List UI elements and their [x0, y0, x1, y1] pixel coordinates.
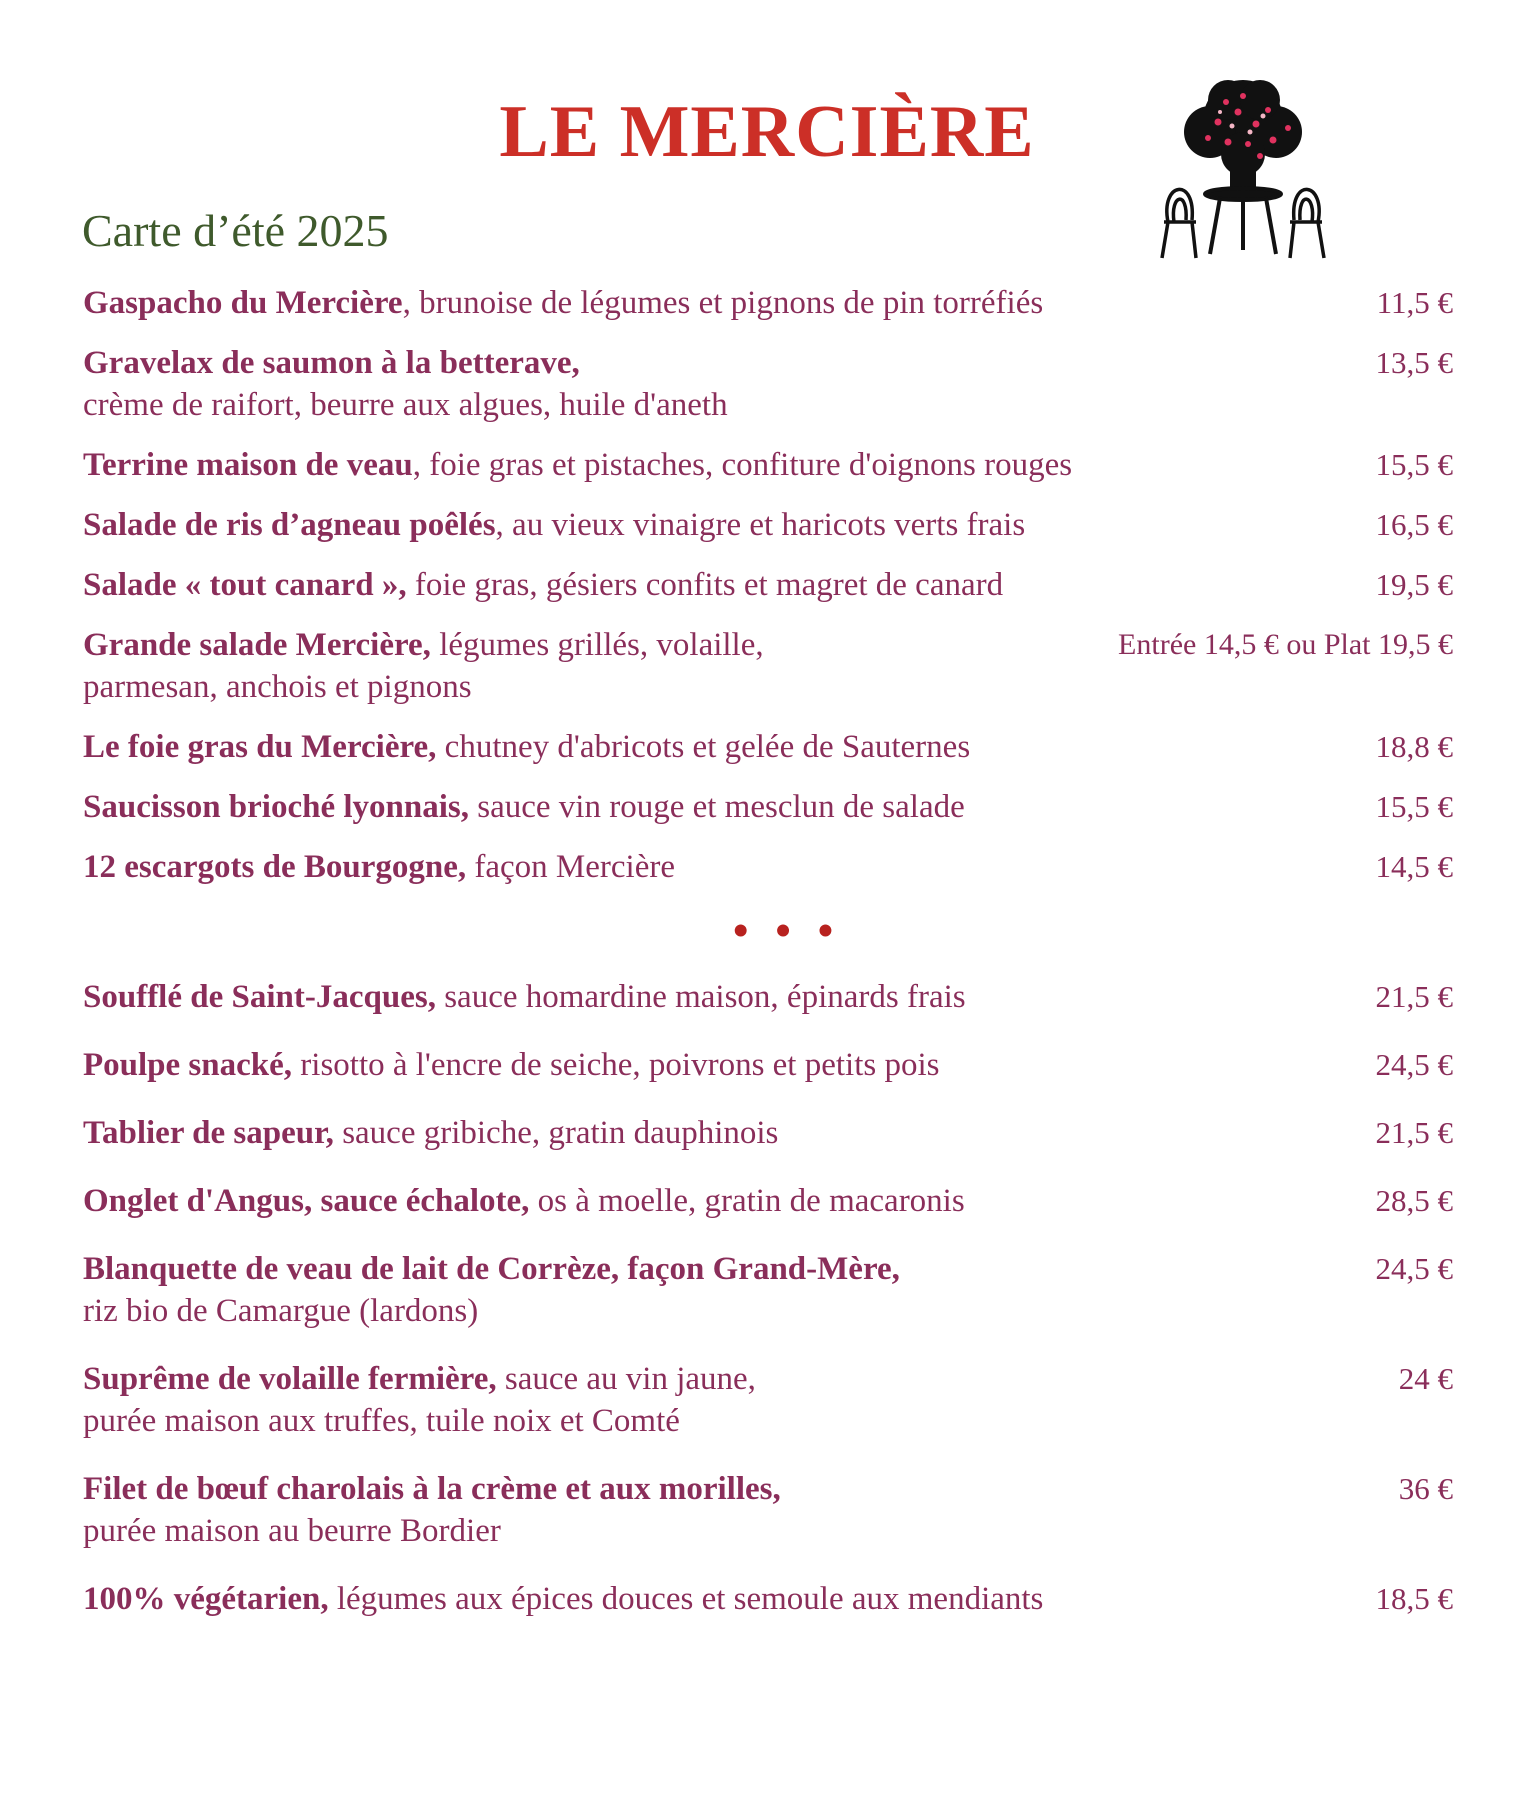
menu-item	[83, 564, 1453, 606]
menu-item	[83, 282, 1453, 324]
planter	[1230, 170, 1256, 188]
right-chair	[1290, 189, 1324, 258]
dish-description: , au vieux vinaigre et haricots verts frais	[495, 507, 1026, 543]
menu-subtitle: Carte d’été 2025	[82, 205, 389, 256]
dish-name: Le foie gras du Mercière,	[83, 729, 437, 765]
menu-list	[83, 282, 1453, 1646]
dish-description: sauce gribiche, gratin dauphinois	[333, 1115, 779, 1151]
dish-description: , brunoise de légumes et pignons de pin torréfiés	[402, 285, 1044, 321]
menu-item-line	[83, 564, 1223, 606]
dish-description: risotto à l'encre de seiche, poivrons et petits pois	[292, 1047, 940, 1083]
dish-description: sauce au vin jaune,	[496, 1361, 756, 1397]
dish-price: 18,8 €	[1375, 729, 1453, 764]
bistro-tree-table-chairs-icon	[1148, 72, 1338, 262]
dish-name: Suprême de volaille fermière,	[83, 1361, 497, 1397]
section-separator	[83, 906, 1453, 976]
dish-price: 13,5 €	[1375, 345, 1453, 380]
menu-item	[83, 846, 1453, 888]
dish-price: 24,5 €	[1375, 1047, 1453, 1082]
menu-item	[83, 1468, 1453, 1552]
menu-item-line	[83, 342, 1223, 384]
dish-price: 15,5 €	[1375, 789, 1453, 824]
dish-name: Tablier de sapeur,	[83, 1115, 334, 1151]
menu-item-line	[83, 1180, 1223, 1222]
menu-item	[83, 976, 1453, 1018]
menu-item-line	[83, 1248, 1223, 1290]
dish-name: Poulpe snacké,	[83, 1047, 293, 1083]
menu-item-line	[83, 444, 1223, 486]
dish-price: 19,5 €	[1375, 567, 1453, 602]
menu-item-line	[83, 976, 1223, 1018]
dish-description-continued: purée maison au beurre Bordier	[83, 1513, 501, 1549]
dish-description: chutney d'abricots et gelée de Sauternes	[436, 729, 971, 765]
mains-section	[83, 976, 1453, 1620]
dish-name: 12 escargots de Bourgogne,	[83, 849, 467, 885]
dish-name: Gravelax de saumon à la betterave,	[83, 345, 580, 381]
menu-item-line	[83, 282, 1223, 324]
dish-price: 21,5 €	[1375, 1115, 1453, 1150]
menu-item-line	[83, 1044, 1223, 1086]
dish-name: Onglet d'Angus, sauce échalote,	[83, 1183, 530, 1219]
menu-item-line	[83, 1578, 1223, 1620]
menu-item-line	[83, 1112, 1223, 1154]
menu-item-line	[83, 786, 1223, 828]
restaurant-title: LE MERCIÈRE	[499, 91, 1035, 173]
dish-price: 11,5 €	[1376, 285, 1453, 320]
dish-name: Saucisson brioché lyonnais,	[83, 789, 470, 825]
dish-price: 24 €	[1398, 1361, 1453, 1396]
dish-name: 100% végétarien,	[83, 1581, 329, 1617]
dish-name: Gaspacho du Mercière	[83, 285, 403, 321]
dish-description: os à moelle, gratin de macaronis	[529, 1183, 965, 1219]
menu-item-line	[83, 624, 1223, 666]
bistro-table	[1205, 188, 1281, 254]
dish-name: Salade « tout canard »,	[83, 567, 407, 603]
dish-price: 14,5 €	[1375, 849, 1453, 884]
menu-item-line	[83, 1358, 1223, 1400]
dish-description: façon Mercière	[466, 849, 676, 885]
menu-item	[83, 504, 1453, 546]
dish-name: Blanquette de veau de lait de Corrèze, façon Grand-Mère,	[83, 1251, 900, 1287]
dish-price: 16,5 €	[1375, 507, 1453, 542]
menu-item-line	[83, 846, 1223, 888]
dish-price: 18,5 €	[1375, 1581, 1453, 1616]
dish-price: 36 €	[1398, 1471, 1453, 1506]
dish-description-continued: purée maison aux truffes, tuile noix et Comté	[83, 1403, 680, 1439]
dish-description: foie gras, gésiers confits et magret de canard	[406, 567, 1004, 603]
dish-price: 21,5 €	[1375, 979, 1453, 1014]
dish-description: , foie gras et pistaches, confiture d'oignons rouges	[412, 447, 1073, 483]
dish-description-continued: parmesan, anchois et pignons	[83, 669, 472, 705]
dish-name: Filet de bœuf charolais à la crème et aux morilles,	[83, 1471, 781, 1507]
menu-item	[83, 1358, 1453, 1442]
menu-item	[83, 342, 1453, 426]
menu-item	[83, 786, 1453, 828]
menu-item-line	[83, 726, 1223, 768]
dish-name: Soufflé de Saint-Jacques,	[83, 979, 436, 1015]
dish-description: sauce homardine maison, épinards frais	[435, 979, 966, 1015]
menu-item	[83, 1044, 1453, 1086]
menu-item-line	[83, 1468, 1223, 1510]
menu-item	[83, 444, 1453, 486]
dish-description: légumes aux épices douces et semoule aux mendiants	[328, 1581, 1044, 1617]
menu-item	[83, 726, 1453, 768]
dish-name: Terrine maison de veau	[83, 447, 413, 483]
dish-price: 28,5 €	[1375, 1183, 1453, 1218]
dish-description: sauce vin rouge et mesclun de salade	[469, 789, 965, 825]
dish-price: Entrée 14,5 € ou Plat 19,5 €	[1118, 628, 1453, 661]
dish-price: 15,5 €	[1375, 447, 1453, 482]
menu-item	[83, 1248, 1453, 1332]
dish-name: Grande salade Mercière,	[83, 627, 431, 663]
menu-item-line	[83, 504, 1223, 546]
dish-description-continued: riz bio de Camargue (lardons)	[83, 1293, 479, 1329]
dish-description-continued: crème de raifort, beurre aux algues, huile d'aneth	[83, 387, 728, 423]
menu-item	[83, 624, 1453, 708]
dish-description: légumes grillés, volaille,	[430, 627, 764, 663]
separator-dots: • • •	[733, 906, 842, 955]
left-chair	[1162, 189, 1196, 258]
dish-price: 24,5 €	[1375, 1251, 1453, 1286]
dish-name: Salade de ris d’agneau poêlés	[83, 507, 496, 543]
menu-item	[83, 1180, 1453, 1222]
menu-item	[83, 1112, 1453, 1154]
starters-section	[83, 282, 1453, 888]
menu-item	[83, 1578, 1453, 1620]
